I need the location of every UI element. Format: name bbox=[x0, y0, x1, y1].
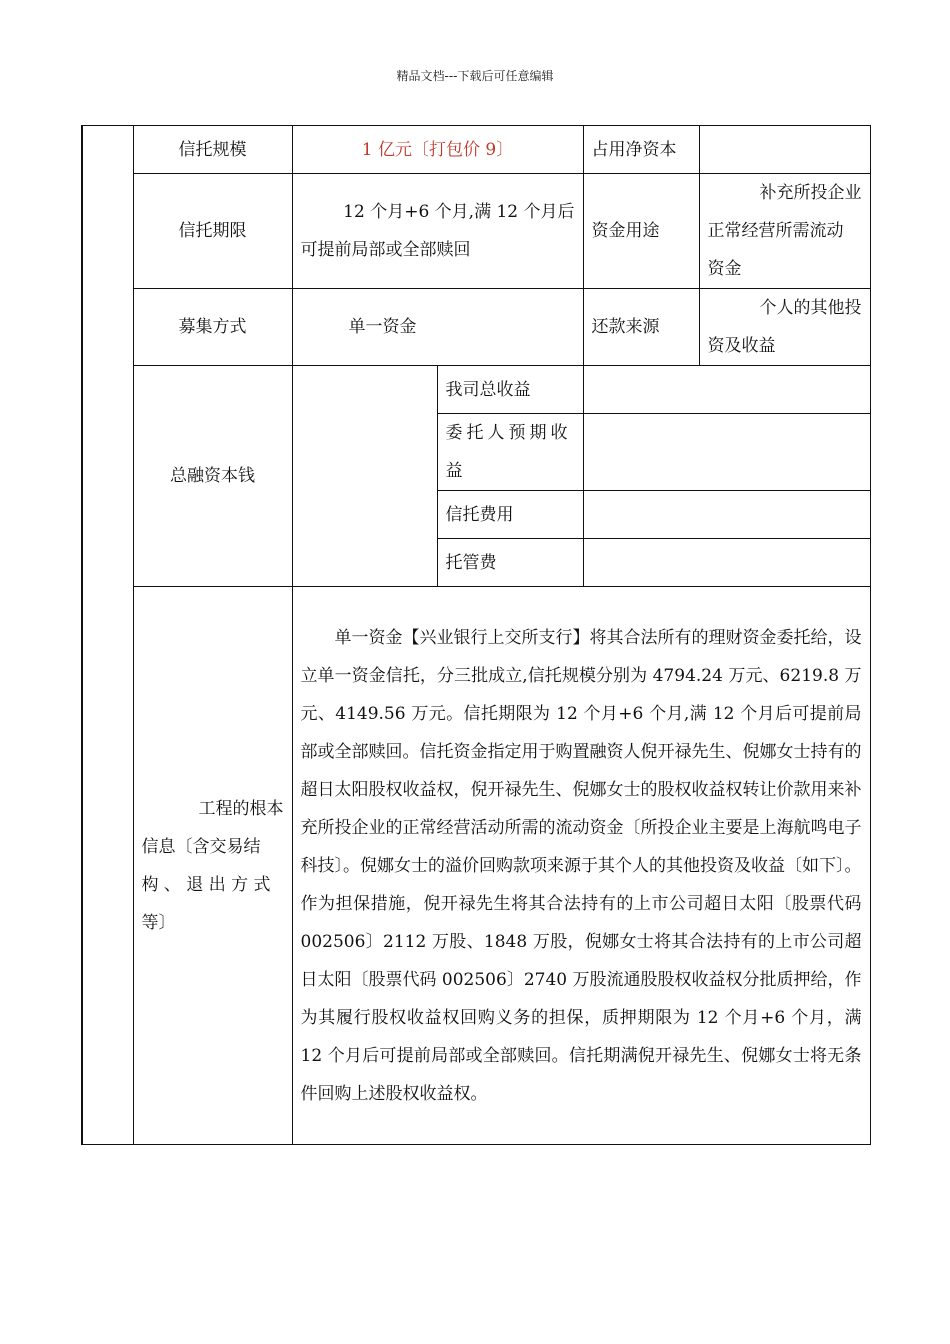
project-info-label-line4: 等〕 bbox=[141, 912, 176, 933]
left-margin-cell bbox=[82, 126, 133, 1145]
repay-source-value bbox=[699, 289, 870, 366]
cost-item-label: 我司总收益 bbox=[437, 366, 583, 414]
cost-item-label bbox=[437, 414, 583, 491]
cost-item-value bbox=[583, 539, 870, 587]
fund-use-line3: 资金 bbox=[707, 259, 742, 279]
raise-value: 单一资金 bbox=[292, 289, 583, 366]
repay-source-line1: 个人的其他投 bbox=[759, 298, 862, 318]
cost-label: 总融资本钱 bbox=[133, 366, 292, 587]
cost-item-label: 托管费 bbox=[437, 539, 583, 587]
cost-item-value bbox=[583, 491, 870, 539]
scale-label: 信托规模 bbox=[133, 126, 292, 174]
project-info-label bbox=[133, 587, 292, 1145]
trust-info-table bbox=[81, 125, 871, 1145]
project-info-label-line2: 信息〔含交易结 bbox=[141, 836, 261, 857]
scale-value: 1 亿元〔打包价 9〕 bbox=[292, 126, 583, 174]
cost-item-value bbox=[583, 366, 870, 414]
row-scale bbox=[82, 126, 870, 174]
repay-source-line2: 资及收益 bbox=[707, 336, 776, 356]
cost-item-label-line2: 益 bbox=[445, 461, 463, 481]
cost-value bbox=[292, 366, 437, 587]
net-capital-label: 占用净资本 bbox=[583, 126, 699, 174]
project-info-text: 单一资金【兴业银行上交所支行】将其合法所有的理财资金委托给，设立单一资金信托，分三批成立,信托规模分别为 4794.24 万元、6219.8 万元、4149.56 万元。信托期限为 12 个月+6 个月,满 12 个月后可提前局部或全部赎回。信托资金指定用于购置融资人倪开禄先生、倪娜女士持有的超日太阳股权收益权，倪开禄先生、倪娜女士的股权收益权转让价款用来补充所投企业的正常经营活动所需的流动资金〔所投企业主要是上海航鸣电子科技〕。倪娜女士的溢价回购款项来源于其个人的其他投资及收益〔如下〕。作为担保措施，倪开禄先生将其合法持有的上市公司超日太阳〔股票代码 002506〕2112 万股、1848 万股，倪娜女士将其合法持有的上市公司超日太阳〔股票代码 002506〕2740 万股流通股股权收益权分批质押给，作为其履行股权收益权回购义务的担保，质押期限为 12 个月+6 个月，满 12 个月后可提前局部或全部赎回。信托期满倪开禄先生、倪娜女士将无条件回购上述股权收益权。 bbox=[292, 587, 870, 1145]
term-value-line1: 12 个月+6 个月,满 12 个月后 bbox=[343, 202, 575, 222]
row-cost-1 bbox=[82, 366, 870, 414]
repay-source-label: 还款来源 bbox=[583, 289, 699, 366]
project-info-label-line3: 构 、 退 出 方 式 bbox=[141, 874, 271, 895]
term-value bbox=[292, 174, 583, 289]
row-raise bbox=[82, 289, 870, 366]
page-header: 精品文档---下载后可任意编辑 bbox=[396, 69, 554, 83]
cost-item-label-line1: 委托人预期收 bbox=[445, 423, 572, 443]
fund-use-line1: 补充所投企业 bbox=[759, 183, 862, 203]
raise-label: 募集方式 bbox=[133, 289, 292, 366]
project-info-label-line1: 工程的根本 bbox=[198, 798, 284, 819]
cost-item-value bbox=[583, 414, 870, 491]
term-value-line2: 可提前局部或全部赎回 bbox=[300, 240, 471, 260]
row-project-info bbox=[82, 587, 870, 1145]
term-label: 信托期限 bbox=[133, 174, 292, 289]
net-capital-value bbox=[699, 126, 870, 174]
fund-use-label: 资金用途 bbox=[583, 174, 699, 289]
cost-item-label: 信托费用 bbox=[437, 491, 583, 539]
fund-use-line2: 正常经营所需流动 bbox=[707, 221, 844, 241]
fund-use-value bbox=[699, 174, 870, 289]
row-term bbox=[82, 174, 870, 289]
